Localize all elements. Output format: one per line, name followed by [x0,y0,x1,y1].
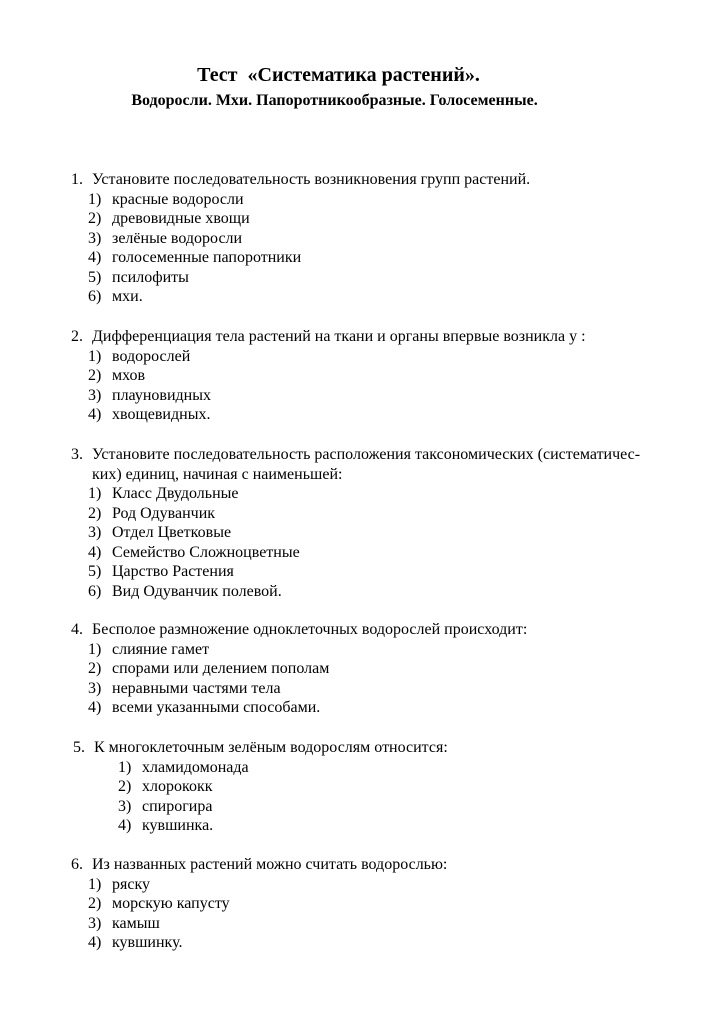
question-number: 6. [71,856,83,873]
answer-option: 5) псилофиты [88,268,189,286]
answer-option: 4) хвощевидных. [88,406,211,423]
question-prompt: Установите последовательность возникновения групп растений. [92,171,531,188]
answer-option: 6) мхи. [88,288,143,305]
answer-option: 3) камыш [88,914,160,932]
question-number: 2. [71,328,83,345]
question-prompt: Из названных растений можно считать водорослью: [92,856,448,873]
answer-option: 4) Семейство Сложноцветные [88,543,300,561]
answer-option: 3) спирогира [118,797,213,815]
question-2 [71,327,691,425]
question-text [71,445,691,465]
answer-option: 6) Вид Одуванчик полевой. [88,582,282,600]
question-prompt-continued: ких) единиц, начиная с наименьшей: [92,465,343,483]
question-1 [71,170,691,307]
question-number: 5. [73,739,85,756]
question-number: 1. [71,171,83,188]
answer-option: 1) хламидомонада [118,758,249,776]
question-number: 3. [71,446,83,463]
answer-option: 2) спорами или делением пополам [88,660,330,677]
question-text [71,855,691,875]
answer-option: 2) древовидные хвощи [88,210,250,227]
answer-option: 1) водорослей [88,347,191,365]
answer-option: 3) Отдел Цветковые [88,524,232,541]
question-prompt: Дифференциация тела растений на ткани и органы впервые возникла у : [92,328,586,345]
page-subtitle: Водоросли. Мхи. Папоротникообразные. Голосеменные. [131,92,538,109]
answer-option: 4) кувшинка. [118,817,214,834]
answer-list [71,875,691,953]
answer-option: 1) красные водоросли [88,190,244,208]
answer-option: 2) хлорококк [118,778,213,795]
answer-option: 2) Род Одуванчик [88,504,216,522]
answer-option: 3) неравными частями тела [88,679,281,697]
answer-list [71,190,691,307]
page-title: Тест «Систематика растений». [197,64,480,86]
question-prompt: К многоклеточным зелёным водорослям относится: [94,739,448,756]
answer-list [71,484,691,601]
question-3 [71,445,691,601]
answer-list [71,347,691,425]
answer-option: 1) слияние гамет [88,640,210,658]
answer-option: 3) плауновидных [88,386,211,404]
answer-option: 4) кувшинку. [88,934,183,951]
answer-option: 1) Класс Двудольные [88,485,239,502]
question-5 [73,738,693,836]
answer-list [73,758,693,836]
answer-option: 4) всеми указанными способами. [88,699,321,716]
question-text [73,738,693,758]
question-prompt: Бесполое размножение одноклеточных водорослей происходит: [92,621,528,638]
question-6 [71,855,691,953]
answer-option: 3) зелёные водоросли [88,229,243,247]
question-prompt: Установите последовательность расположения таксономических (систематичес- [92,446,641,463]
answer-list [71,640,691,718]
question-text [71,620,691,640]
answer-option: 1) ряску [88,875,151,893]
answer-option: 2) мхов [88,367,146,384]
question-number: 4. [71,621,83,638]
question-text [71,327,691,347]
question-text [71,170,691,190]
question-4 [71,620,691,718]
answer-option: 2) морскую капусту [88,895,230,912]
answer-option: 4) голосеменные папоротники [88,249,302,266]
answer-option: 5) Царство Растения [88,563,234,580]
